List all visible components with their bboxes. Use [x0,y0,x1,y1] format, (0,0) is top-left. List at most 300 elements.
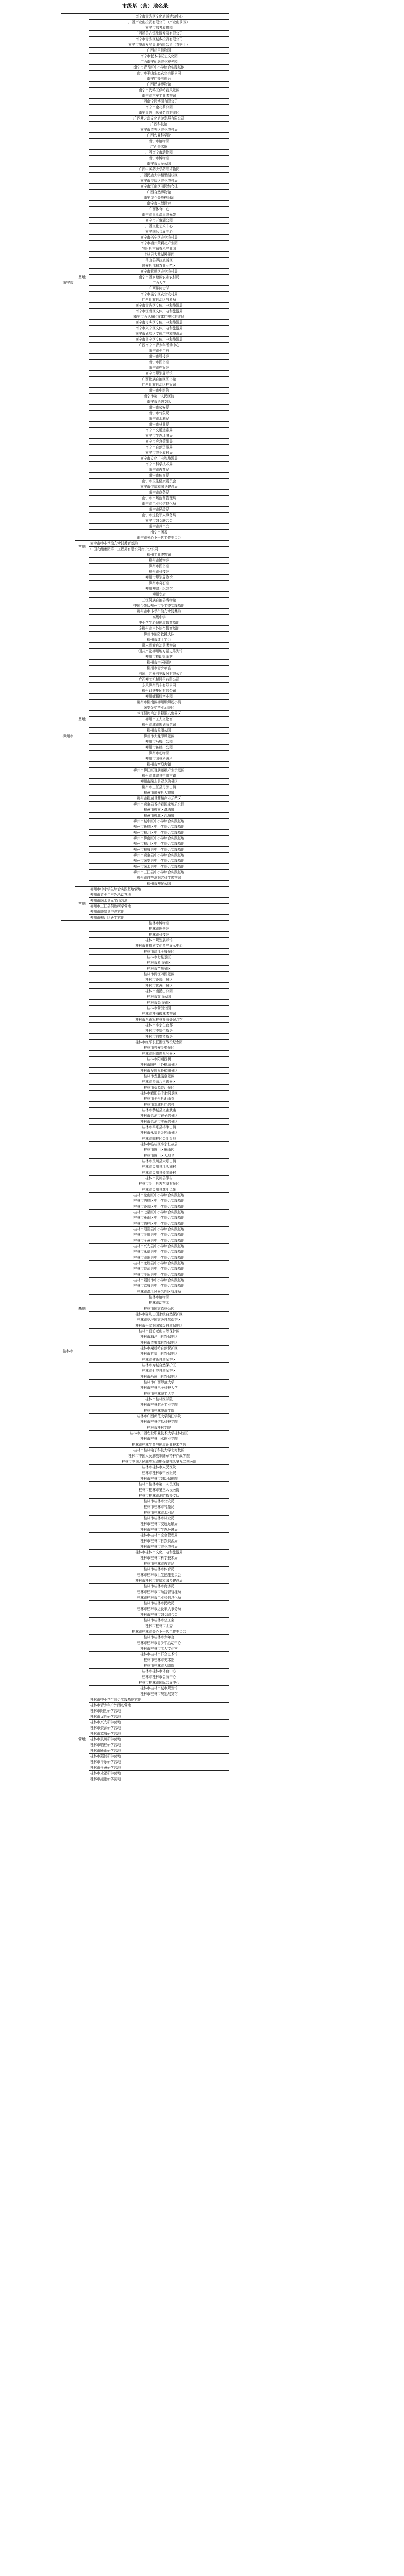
base-name-cell: 南宁青秀山风景名胜旅游区 [89,110,229,116]
base-name-cell: 桂林市资源县中小学综合实践基地 [89,1266,229,1272]
base-name-cell: 桂林市桂林市教育局 [89,1561,229,1567]
base-name-cell: 融水苗族自治县博物馆 [89,643,229,649]
base-name-cell: 南宁市中医院 [89,388,229,394]
type-cell: 基地 [75,921,89,1697]
base-name-cell: 广西梦之岛文化旅游发展有限公司 [89,116,229,122]
base-name-cell: 南宁市体育局 [89,473,229,479]
base-name-cell: 柳州市中医医院 [89,660,229,666]
base-name-cell: 柳州市窑埠古镇 [89,762,229,768]
base-name-cell: 广西南宁市青少年活动中心 [89,343,229,348]
camp-name-cell: 桂林市灌阳研学营地 [89,1776,229,1782]
base-name-cell: 桂林市桂林市自然资源局 [89,1538,229,1544]
base-name-cell: 桂林市广西农业职业技术大学桂林校区 [89,1431,229,1436]
camp-name-cell: 桂林市雁山研学营地 [89,1748,229,1754]
base-name-cell: 桂林市桂林市国际会展中心 [89,1680,229,1686]
camp-name-cell: 柳州市鹿寨县中渡营地 [89,909,229,915]
table-row [61,14,229,20]
base-name-cell: 桂林市白崇禧故居 [89,1034,229,1040]
base-name-cell: 桂林市桂林市交通运输局 [89,1521,229,1527]
base-name-cell: 南宁市教育局 [89,467,229,473]
base-name-cell: 桂林市桂林市体育局 [89,1567,229,1572]
base-name-cell: 桂林市桂林市应急管理局 [89,1533,229,1538]
base-name-cell: 柳州文庙 [89,592,229,598]
base-name-cell: 南宁市科技馆 [89,354,229,360]
base-name-cell: 桂林市建新自然保护区 [89,1357,229,1363]
base-name-cell: 南宁市工业和信息化局 [89,501,229,507]
base-name-cell: 柳州市白莲洞洞穴科学博物馆 [89,875,229,881]
base-name-cell: 桂林市资源资江景区 [89,1085,229,1091]
base-name-cell: 中小学生心理健康教育基地 [89,620,229,626]
base-name-cell: 南宁市公安局 [89,405,229,411]
base-name-cell: 桂林市雁山区雁山园 [89,1147,229,1153]
base-name-cell: 南宁市五象湖公园 [89,218,229,224]
base-name-cell: 南宁市商务局 [89,490,229,496]
base-name-cell: 南宁市青秀区文体广电和旅游局 [89,303,229,309]
base-name-cell: 桂林市中国人民解放军联勤保障部队第九二四医院 [89,1459,229,1465]
base-name-cell: 南宁市农业农村局 [89,450,229,456]
base-name-cell: 桂林市灵川县大圩古镇 [89,1159,229,1164]
base-name-cell: 桂林市永福县中小学综合实践基地 [89,1249,229,1255]
base-name-cell: 桂林市恭城县中小学综合实践基地 [89,1283,229,1289]
base-name-cell: 南宁市总工会 [89,524,229,530]
base-name-cell: 南宁市青秀区文化旅游活动中心 [89,14,229,20]
base-name-cell: 桂林市灵川县漓江风光 [89,1187,229,1193]
base-name-cell: 桂林市桂林市群众艺术馆 [89,1652,229,1657]
base-name-cell: 桂林市桂林市民政局 [89,1601,229,1606]
table-row [61,887,229,892]
base-name-cell: 桂林市平乐县榕津古镇 [89,1125,229,1130]
base-name-cell: 桂林市雁山区大埠乡 [89,1153,229,1159]
base-name-cell: 桂林市叠彩区中小学综合实践基地 [89,1204,229,1210]
base-name-cell: 南宁市武鸣区伊岭岩风景区 [89,88,229,93]
base-name-cell: 桂林市广西师范大学 [89,1380,229,1385]
base-name-cell: 南宁市旅游发展集团有限公司（青秀山） [89,42,229,48]
base-name-cell: 南宁市江南区文体广电和旅游局 [89,309,229,314]
base-name-cell: 广西南宁仙葫农业观光园 [89,59,229,65]
base-name-cell: 柳州市消防救援支队 [89,632,229,637]
base-name-cell: 柳州市红十字会 [89,637,229,643]
base-name-cell: 南宁市卫生健康委员会 [89,479,229,484]
base-name-cell: 柳州市融安县大将镇 [89,790,229,796]
base-name-cell: 桂林市青狮潭自然保护区 [89,1340,229,1346]
base-name-cell: 柳州市柳江区中小学综合实践基地 [89,841,229,847]
base-name-cell: 桂林市图书馆 [89,926,229,932]
base-name-cell: 桂林市七星区中小学综合实践基地 [89,1210,229,1215]
base-name-cell: 南宁市档案馆 [89,365,229,371]
base-name-cell: 南宁市三街两巷 [89,201,229,207]
camp-name-cell: 桂林市灵川研学营地 [89,1737,229,1742]
base-name-cell: 南宁市市场监督管理局 [89,496,229,501]
base-name-cell: 桂林市靖江王城景区 [89,949,229,955]
base-name-cell: 柳州市三江县中小学综合实践基地 [89,870,229,875]
base-name-cell: 广西中医药大学药用植物园 [89,167,229,173]
base-name-cell: 桂林市龙胜龙脊梯田景区 [89,1068,229,1074]
base-name-cell: 南宁市文化广电和旅游局 [89,456,229,462]
type-cell: 基地 [75,552,89,887]
base-name-cell: 桂林市桂林市妇幼保健院 [89,1476,229,1482]
directory-table [61,13,229,1782]
base-name-cell: 桂林市猫儿山国家级自然保护区 [89,1312,229,1317]
type-cell: 基地 [75,14,89,541]
base-name-cell: 桂林市桂林市美术馆 [89,1657,229,1663]
base-name-cell: 南宁市气象局 [89,411,229,416]
base-name-cell: 桂林市灵川县中小学综合实践基地 [89,1232,229,1238]
base-name-cell: 南宁市邕宁区农业农村局 [89,292,229,297]
base-name-cell: 桂林市桂林市中医医院 [89,1470,229,1476]
base-name-cell: 广西科技馆 [89,122,229,127]
base-name-cell: 南宁市横州茉莉花产业园 [89,241,229,246]
base-name-cell: 柳州市龙潭公园 [89,728,229,734]
base-name-cell: 南宁市水利局 [89,416,229,422]
base-name-cell: 桂林市花坪国家级自然保护区 [89,1317,229,1323]
base-name-cell: 上林县大龙湖风景区 [89,252,229,258]
base-name-cell: 桂林市红军长征湘江战役纪念园 [89,1040,229,1045]
camp-name-cell: 桂林市青少年户外活动营地 [89,1703,229,1708]
base-name-cell: 广西扬美古镇旅游发展有限公司 [89,31,229,37]
base-name-cell: 南宁昆仑关战役旧址 [89,195,229,201]
base-name-cell: 南宁市生态环境局 [89,433,229,439]
base-name-cell: 宾阳县古辣香米产业园 [89,246,229,252]
base-name-cell: 桂林市西岭山自然保护区 [89,1374,229,1380]
camp-name-cell: 桂林市平乐研学营地 [89,1759,229,1765]
base-name-cell: 桂林市桂林市水利局 [89,1510,229,1516]
base-name-cell: 桂林市非物质文化遗产展示中心 [89,943,229,949]
base-name-cell: 柳州市青少年宫 [89,666,229,671]
base-name-cell: 桂林市桂林理工大学 [89,1391,229,1397]
base-name-cell: 桂林市恭城县红岩村 [89,1102,229,1108]
base-name-cell: 桂林市桂林电子科技大学 [89,1385,229,1391]
base-name-cell: 南宁市民政局 [89,507,229,513]
base-name-cell: 柳州市三江县丹洲古镇 [89,785,229,790]
base-name-cell: 三江侗族自治县博物馆 [89,598,229,603]
base-name-cell: 柳州市融水县双龙沟景区 [89,779,229,785]
base-name-cell: 柳州市柳北区中小学综合实践基地 [89,830,229,836]
base-name-cell: 南宁市武鸣区农业农村局 [89,269,229,275]
base-name-cell: 金柳州市户外综合教育基地 [89,626,229,632]
base-name-cell: 南宁市第一人民医院 [89,394,229,399]
base-name-cell: 南宁市西乡塘区农业农村局 [89,275,229,280]
base-name-cell: 柳州市工人文化宫 [89,717,229,722]
base-name-cell: 桂林市平乐县中小学综合实践基地 [89,1272,229,1278]
base-name-cell: 广西柳工机械股份有限公司 [89,677,229,683]
camp-name-cell: 桂林市永福研学营地 [89,1771,229,1776]
base-name-cell: 桂林市桂林市工业和信息化局 [89,1595,229,1601]
base-name-cell: 柳州市融安县中小学综合实践基地 [89,858,229,864]
base-name-cell: 南宁市邕宁区文体广电和旅游局 [89,337,229,343]
table-row [61,921,229,926]
base-name-cell: 广西壮族自治区图书馆 [89,377,229,382]
base-name-cell: 南宁市退役军人事务局 [89,513,229,518]
base-name-cell: 柳州工业博物馆 [89,552,229,558]
base-name-cell: 桂林市穿山公园 [89,994,229,1000]
camp-name-cell: 桂林市资源研学营地 [89,1725,229,1731]
camp-name-cell: 柳州市三江县侗族研学营地 [89,904,229,909]
base-name-cell: 桂林市兴安灵渠景区 [89,1045,229,1051]
base-name-cell: 柳州市救助管理站 [89,654,229,660]
base-name-cell: 桂林市植物园 [89,1295,229,1300]
base-name-cell: 桂林市桂林市消防救援支队 [89,1493,229,1499]
base-name-cell: 广西壮族自治区档案馆 [89,382,229,388]
base-name-cell: 桂林市桂林市规划展览馆 [89,1691,229,1697]
base-name-cell: 柳州市奇石馆 [89,581,229,586]
base-name-cell: 桂林市李宗仁官邸 [89,1023,229,1028]
base-name-cell: 桂林市桂林市总工会 [89,1618,229,1623]
base-name-cell: 桂林市灌阳县千家洞景区 [89,1091,229,1096]
base-name-cell: 桂林市临桂区李宗仁故居 [89,1142,229,1147]
base-name-cell: 南宁市交通运输局 [89,428,229,433]
base-name-cell: 南宁市武鸣区文体广电和旅游局 [89,331,229,337]
camp-name-cell: 桂林市阳朔研学营地 [89,1708,229,1714]
base-name-cell: 南宁市兴宁区农业农村局 [89,235,229,241]
base-name-cell: 桂林市桂林市住房和城乡建设局 [89,1578,229,1584]
base-name-cell: 桂林市桂林信息科技学院 [89,1419,229,1425]
base-name-cell: 柳州市园林科研所 [89,756,229,762]
base-name-cell: 南宁市西乡塘区文体广电和旅游局 [89,314,229,320]
base-name-cell: 桂林市阳朔县中小学综合实践基地 [89,1227,229,1232]
base-name-cell: 桂林市象山景区 [89,960,229,966]
base-name-cell: 柳州市柳北区沙塘镇 [89,813,229,819]
base-name-cell: 柳州市图书馆 [89,564,229,569]
base-name-cell: 桂林市五福山自然保护区 [89,1351,229,1357]
base-name-cell: 桂林市象山区中小学综合实践基地 [89,1193,229,1198]
base-name-cell: 广西美术馆 [89,144,229,150]
base-name-cell: 桂林市灵川县江头洲村 [89,1164,229,1170]
city-cell: 南宁市 [61,14,75,552]
base-name-cell: 桂林市芦笛景区 [89,966,229,972]
base-name-cell: 高级中学 [89,615,229,620]
base-name-cell: 桂林市桂林市卫生健康委员会 [89,1572,229,1578]
base-name-cell: 柳州市柳江区百朋莲藕产业示范区 [89,768,229,773]
base-name-cell: 桂林市资源八角寨景区 [89,1079,229,1085]
base-name-cell: 南宁国际会展中心 [89,229,229,235]
base-name-cell: 桂林市桂林市气象局 [89,1504,229,1510]
base-name-cell: 柳州市城中区中小学综合实践基地 [89,819,229,824]
base-name-cell: 南宁市平山生态农业有限公司 [89,71,229,76]
camp-name-cell: 中国安能集团第二工程局有限公司南宁分公司 [89,547,229,552]
base-name-cell: 南宁市植物园 [89,139,229,144]
base-name-cell: 南宁市关心下一代工作委员会 [89,535,229,541]
base-name-cell: 桂林市伏波山景区 [89,983,229,989]
base-name-cell: 桂林市桂林市关心下一代工作委员会 [89,1629,229,1635]
document-title: 市级基（营）地名录 [122,4,169,9]
base-name-cell: 上汽通用五菱汽车股份有限公司 [89,671,229,677]
document-sheet [61,0,229,1782]
base-name-cell: 桂林市桂林市工人文化宫 [89,1646,229,1652]
base-name-cell: 桂林市寿城自然保护区 [89,1363,229,1368]
camp-name-cell: 柳州市柳江区研学营地 [89,915,229,921]
base-name-cell: 桂林市灵川县熊村 [89,1176,229,1181]
base-name-cell: 广西产业山投资有限公司（产业山景区） [89,20,229,25]
base-name-cell: 桂林市海洋山自然保护区 [89,1334,229,1340]
base-name-cell: 南宁市青秀区中小学综合实践基地 [89,65,229,71]
base-name-cell: 桂林市灌阳县中小学综合实践基地 [89,1255,229,1261]
base-name-cell: 柳州市动物园 [89,751,229,756]
camp-name-cell: 桂林市中小学生综合实践基地营地 [89,1697,229,1703]
base-name-cell: 柳州市鹿寨县中渡古镇 [89,773,229,779]
base-name-cell: 桂林市桂林市公安局 [89,1499,229,1504]
base-name-cell: 广西体育中心 [89,207,229,212]
base-name-cell: 桂林市桂林市文化广电和旅游局 [89,1550,229,1555]
base-name-cell: 桂林市桂林市城市规划馆 [89,1686,229,1691]
base-name-cell: 广西民族大学相思湖校区 [89,173,229,178]
base-name-cell: 南宁市少年宫 [89,348,229,354]
base-name-cell: 广西南宁市动物园 [89,150,229,156]
base-name-cell: 桂林市规划展示馆 [89,938,229,943]
base-name-cell: 桂林市桂林市退役军人事务局 [89,1606,229,1612]
base-name-cell: 南宁市自然资源局 [89,445,229,450]
base-name-cell: 南宁市青秀区城乡投资有限公司 [89,37,229,42]
camp-name-cell: 柳州市融水县元宝山营地 [89,898,229,904]
base-name-cell: 柳州市科技馆 [89,569,229,575]
base-name-cell: 南宁市团委 [89,530,229,535]
base-name-cell: 桂林市临桂区会仙湿地 [89,1136,229,1142]
camp-name-cell: 桂林市全州研学营地 [89,1765,229,1771]
table-row [61,541,229,547]
city-cell: 柳州市 [61,552,75,921]
base-name-cell: 中国少先队柳州市少工委实践基地 [89,603,229,609]
base-name-cell: 柳州市城市规划展览馆 [89,722,229,728]
camp-name-cell: 桂林市荔浦研学营地 [89,1754,229,1759]
base-name-cell: 柳州市规划展览馆 [89,575,229,581]
base-name-cell: 桂林市荔浦市银子岩景区 [89,1113,229,1119]
base-name-cell: 桂林市全州县中小学综合实践基地 [89,1238,229,1244]
base-name-cell: 桂林市永福县金钟山景区 [89,1130,229,1136]
type-cell: 营地 [75,1697,89,1782]
base-name-cell: 桂林市中国人民解放军陆军特种作战学院 [89,1453,229,1459]
base-name-cell: 桂林市桂林市大剧院 [89,1663,229,1669]
base-name-cell: 柳州市融水县中小学综合实践基地 [89,864,229,870]
base-name-cell: 桂林市临桂区中小学综合实践基地 [89,1221,229,1227]
base-name-cell: 桂林市荔浦市中小学综合实践基地 [89,1278,229,1283]
base-name-cell: 桂林市兴安县中小学综合实践基地 [89,1244,229,1249]
base-name-cell: 桂林市李宗仁故居 [89,1028,229,1034]
base-name-cell: 桂林市桂海碑林博物馆 [89,1011,229,1017]
base-name-cell: 桂林市叠彩山景区 [89,977,229,983]
base-name-cell: 东风柳州汽车有限公司 [89,683,229,688]
base-name-cell: 柳州市柳南区中小学综合实践基地 [89,836,229,841]
base-name-cell: 桂林市七冲自然保护区 [89,1368,229,1374]
base-name-cell: 柳州市柳南区柳州螺蛳粉小镇 [89,700,229,705]
base-name-cell: 桂林市桂林市科学技术局 [89,1555,229,1561]
base-name-cell: 南宁市那考农耕园 [89,25,229,31]
base-name-cell: 南宁市图书馆 [89,360,229,365]
base-name-cell: 广西大学 [89,280,229,286]
base-name-cell: 桂林市阳朔西街 [89,1057,229,1062]
base-name-cell: 桂林市桂林学院 [89,1425,229,1431]
base-name-cell: 柳州市鹿寨县中小学综合实践基地 [89,853,229,858]
base-name-cell: 南宁市老木棉匠艺文化园 [89,54,229,59]
base-name-cell: 广西农业科学院 [89,133,229,139]
base-name-cell: 隆安县那桐农业示范区 [89,263,229,269]
base-name-cell: 桂林市桂林市农业农村局 [89,1544,229,1550]
base-name-cell: 柳州市柳城县中小学综合实践基地 [89,847,229,853]
base-name-cell: 桂林市桂林市青少年活动中心 [89,1640,229,1646]
base-name-cell: 三江侗族自治县程阳八寨景区 [89,711,229,717]
base-name-cell: 桂林市桂林市市场监督管理局 [89,1589,229,1595]
base-name-cell: 中国共产党柳州地方党史陈列馆 [89,649,229,654]
base-name-cell: 南宁市科学技术局 [89,462,229,467]
base-name-cell: 桂林市科技馆 [89,932,229,938]
base-name-cell: 南宁市邕江沿岸风光带 [89,212,229,218]
camp-name-cell: 桂林市恭城研学营地 [89,1731,229,1737]
base-name-cell: 柳州市柳南区洛满镇 [89,807,229,813]
base-name-cell: 南宁市良庆区文体广电和旅游局 [89,320,229,326]
base-name-cell: 南宁市应急管理局 [89,439,229,445]
base-name-cell: 桂林市桂林市林业局 [89,1516,229,1521]
base-name-cell: 桂林市银竹老山自然保护区 [89,1329,229,1334]
type-cell: 营地 [75,541,89,552]
base-name-cell: 桂林市尧山景区 [89,1000,229,1006]
base-name-cell: 桂林市恭城县文庙武庙 [89,1108,229,1113]
base-name-cell: 柳州市柳侯公园 [89,881,229,887]
base-name-cell: 桂林市桂林市少年宫 [89,1635,229,1640]
base-name-cell: 柳州市马鞍山公园 [89,739,229,745]
base-name-cell: 桂林市全州县湘山寺 [89,1096,229,1102]
base-name-cell: 广西自然博物馆 [89,190,229,195]
base-name-cell: 南宁市江南区田园综合体 [89,184,229,190]
base-name-cell: 柳州市博物馆 [89,558,229,564]
base-name-cell: 南宁市消防支队 [89,399,229,405]
base-name-cell: 南宁市住房和城乡建设局 [89,484,229,490]
base-name-cell: 南宁市人民公园 [89,161,229,167]
base-name-cell: 桂林市灵川县长岗岭村 [89,1170,229,1176]
base-name-cell: 南宁市良庆区农业农村局 [89,178,229,184]
base-name-cell: 桂林市桂林市人民医院 [89,1465,229,1470]
base-name-cell: 桂林市阳朔遇龙河景区 [89,1051,229,1057]
base-name-cell: 南宁市林业局 [89,422,229,428]
base-name-cell: 桂林市桂林电子科技大学北海校区 [89,1448,229,1453]
base-name-cell: 桂林市桂林医学院 [89,1397,229,1402]
city-cell: 桂林市 [61,921,75,1782]
base-name-cell: 桂林市桂林航天工业学院 [89,1402,229,1408]
base-name-cell: 南宁市汽车工业博物馆 [89,93,229,99]
base-name-cell: 南宁市兴宁区文体广电和旅游局 [89,326,229,331]
base-name-cell: 南宁市青秀区农业农村局 [89,127,229,133]
base-name-cell: 柳州市大龙潭风景区 [89,734,229,739]
base-name-cell: 桂林市桂林市妇女联合会 [89,1612,229,1618]
base-name-cell: 桂林市桂林生命与健康职业技术学院 [89,1442,229,1448]
base-name-cell: 广西南宁园博园有限公司 [89,99,229,105]
base-name-cell: 桂林市桂林旅游学院 [89,1408,229,1414]
base-name-cell: 桂林市漓江风景名胜区管理局 [89,1289,229,1295]
base-name-cell: 桂林市桂林山水职业学院 [89,1436,229,1442]
type-cell: 营地 [75,887,89,921]
base-name-cell: 桂林市灵川县古东瀑布景区 [89,1181,229,1187]
base-name-cell: 桂林市訾洲公园 [89,1006,229,1011]
base-name-cell: 桂林市南溪山公园 [89,989,229,994]
table-row [61,552,229,558]
base-name-cell: 柳州市中小学生综合实践基地 [89,609,229,615]
base-name-cell: 南宁广播电视台 [89,76,229,82]
camp-name-cell: 桂林市临桂研学营地 [89,1742,229,1748]
base-name-cell: 柳州钢铁集团有限公司 [89,688,229,694]
base-name-cell: 桂林市桂林市第三人民医院 [89,1487,229,1493]
camp-name-cell: 桂林市兴安研学营地 [89,1720,229,1725]
base-name-cell: 广西壮族自治区气象局 [89,297,229,303]
base-name-cell: 桂林市博物馆 [89,921,229,926]
base-name-cell: 广西文化艺术中心 [89,224,229,229]
base-name-cell: 广西民族博物馆 [89,82,229,88]
base-name-cell: 桂林市雁山区中小学综合实践基地 [89,1215,229,1221]
base-name-cell: 柳州市鱼峰山公园 [89,745,229,751]
table-row [61,1697,229,1703]
base-name-cell: 桂林市千家洞国家级自然保护区 [89,1323,229,1329]
base-name-cell: 柳州市鱼峰区中小学综合实践基地 [89,824,229,830]
base-name-cell: 桂林市八路军桂林办事处纪念馆 [89,1017,229,1023]
base-name-cell: 柳州螺蛳粉产业园 [89,694,229,700]
base-name-cell: 桂林市桂林市第二人民医院 [89,1482,229,1487]
base-name-cell: 柳州柳宗元纪念馆 [89,586,229,592]
